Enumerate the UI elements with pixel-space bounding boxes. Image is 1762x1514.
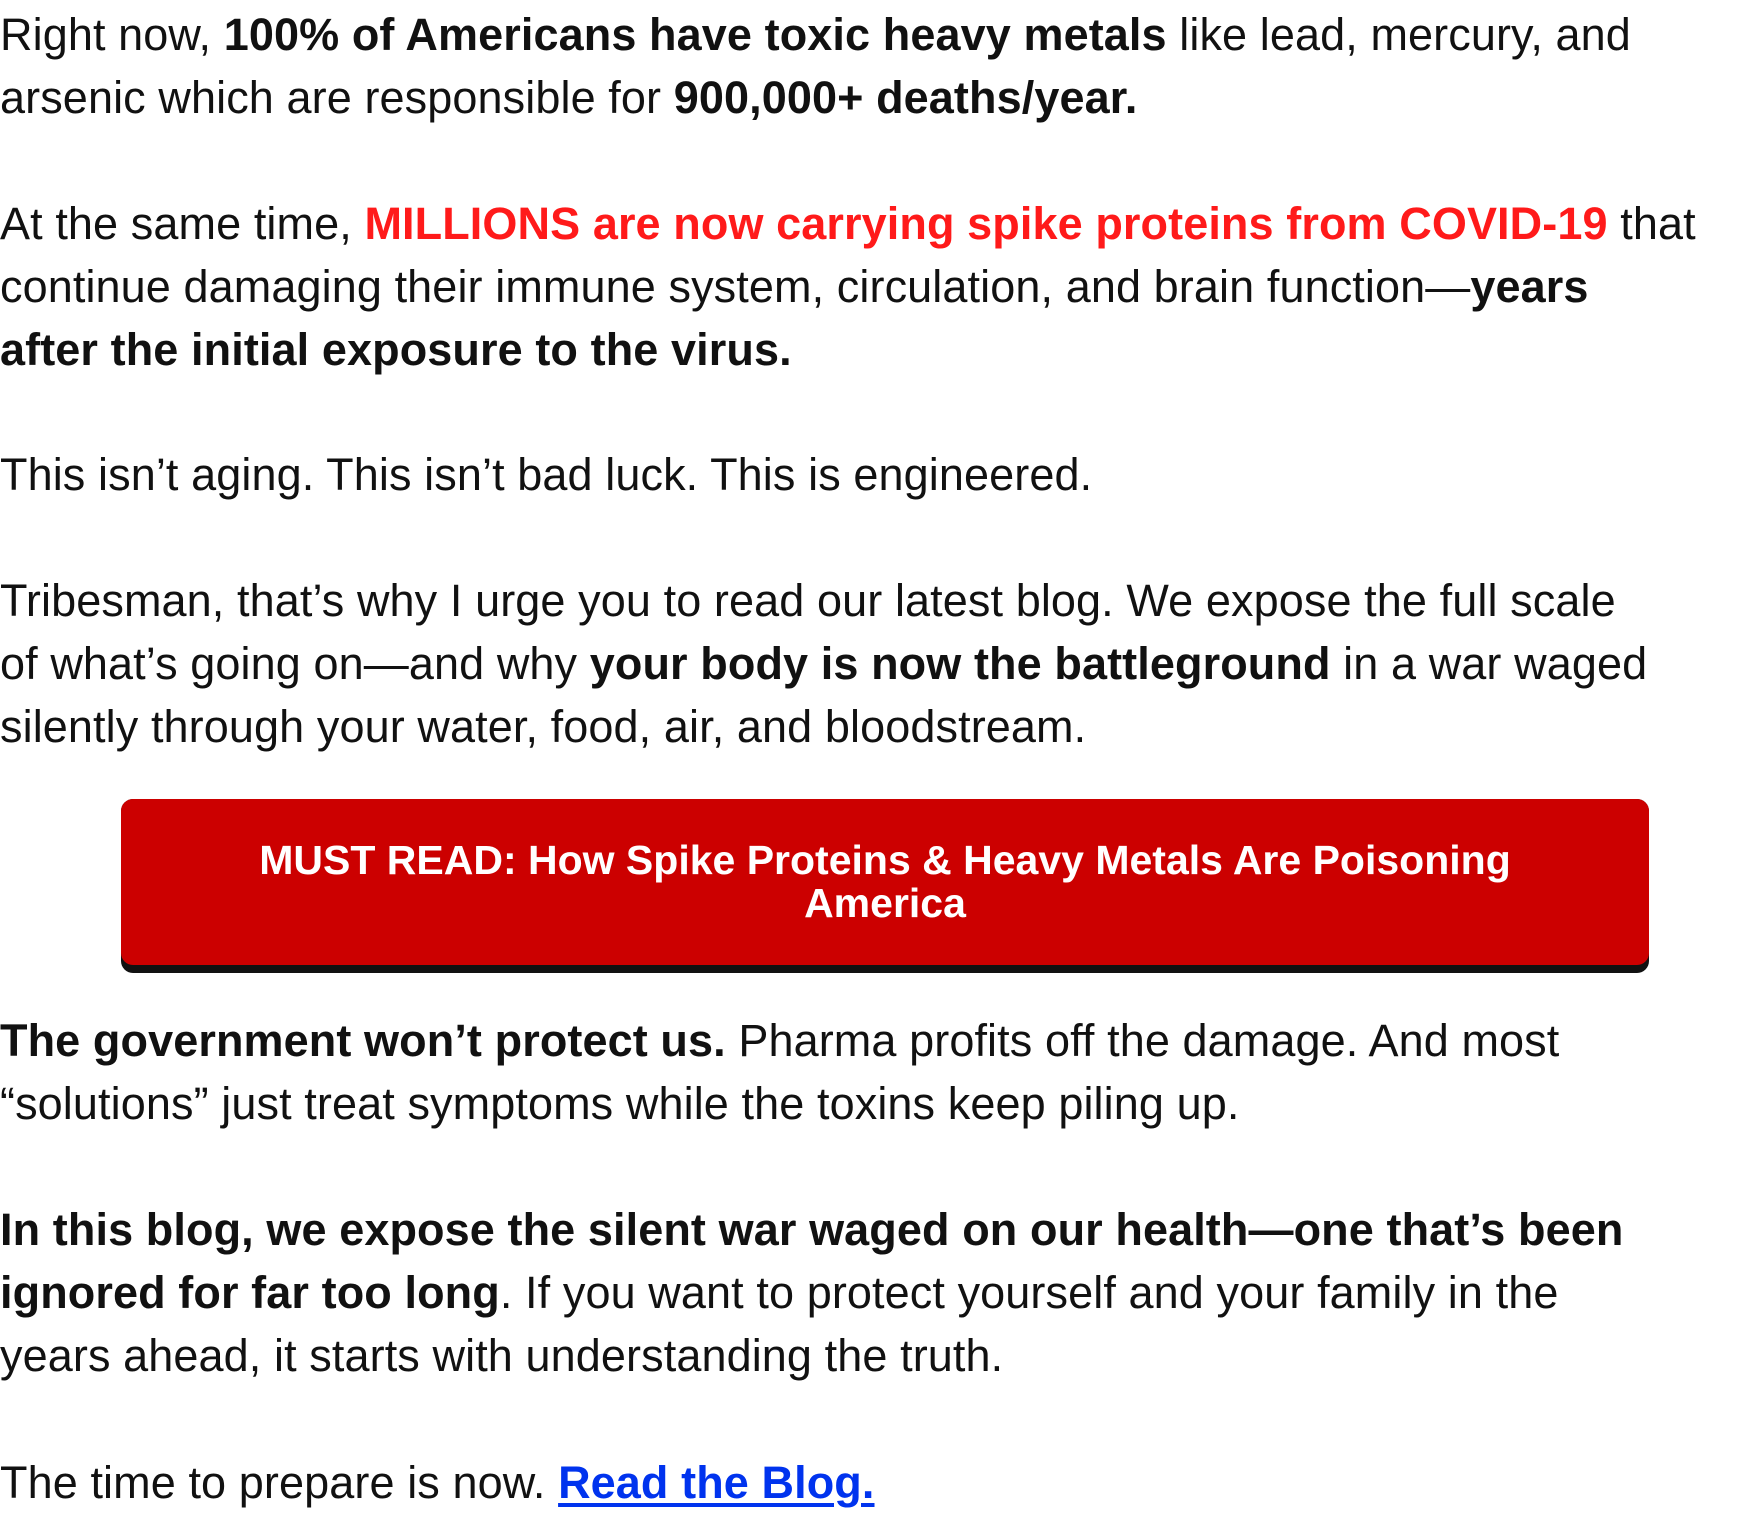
text-span: The time to prepare is now. [0,1457,559,1508]
text-span: Right now, [0,9,224,60]
text-line [0,3,1755,66]
text-line [0,255,1755,318]
paragraph-government [0,1009,1755,1135]
paragraph-prepare-now [0,1451,1755,1514]
text-line [0,1324,1755,1387]
text-line [0,695,1755,758]
bold-text: your body is now the battleground [589,638,1331,689]
bold-text: ignored for far too long [0,1267,500,1318]
button-label-line1: MUST READ: How Spike Proteins & Heavy Metals Are Poisoning [259,837,1511,883]
read-the-blog-link[interactable]: Read the Blog. [558,1457,875,1508]
text-line [0,318,1755,381]
highlight-red-text: MILLIONS are now carrying spike proteins from COVID-19 [364,198,1608,249]
text-span: years ahead, it starts with understanding the truth. [0,1330,1004,1381]
text-span: “solutions” just treat symptoms while the toxins keep piling up. [0,1078,1240,1129]
text-span: arsenic which are responsible for [0,72,674,123]
bold-text: 900,000+ deaths/year. [673,72,1138,123]
text-span: Tribesman, that’s why I urge you to read our latest blog. We expose the full scale [0,575,1616,626]
text-span: like lead, mercury, and [1166,9,1631,60]
bold-text: 100% of Americans have toxic heavy metals [223,9,1167,60]
text-line: This isn’t aging. This isn’t bad luck. This is engineered. [0,449,1093,500]
text-line [0,569,1755,632]
text-span: At the same time, [0,198,365,249]
must-read-button[interactable] [121,799,1649,965]
bold-text: after the initial exposure to the virus. [0,324,792,375]
text-span: Pharma profits off the damage. And most [725,1015,1560,1066]
bold-text: years [1470,261,1589,312]
text-line [0,1198,1755,1261]
paragraph-engineered [0,443,1755,506]
bold-text: The government won’t protect us. [0,1015,726,1066]
text-span: that [1607,198,1696,249]
paragraph-heavy-metals [0,3,1755,129]
bold-text: In this blog, we expose the silent war waged on our health—one that’s been [0,1204,1624,1255]
text-span: in a war waged [1330,638,1648,689]
text-span: continue damaging their immune system, circulation, and brain function— [0,261,1471,312]
paragraph-silent-war [0,1198,1755,1387]
text-span: . If you want to protect yourself and your family in the [499,1267,1559,1318]
paragraph-latest-blog [0,569,1755,758]
paragraph-spike-proteins [0,192,1755,381]
text-line [0,1072,1755,1135]
text-line [0,1451,1755,1514]
text-line [0,66,1755,129]
text-line [0,632,1755,695]
button-label-line2: America [804,880,966,926]
text-line [0,192,1755,255]
text-span: of what’s going on—and why [0,638,590,689]
text-span: silently through your water, food, air, and bloodstream. [0,701,1087,752]
text-line [0,1261,1755,1324]
cta-button-shadow [121,799,1649,973]
text-line [0,1009,1755,1072]
